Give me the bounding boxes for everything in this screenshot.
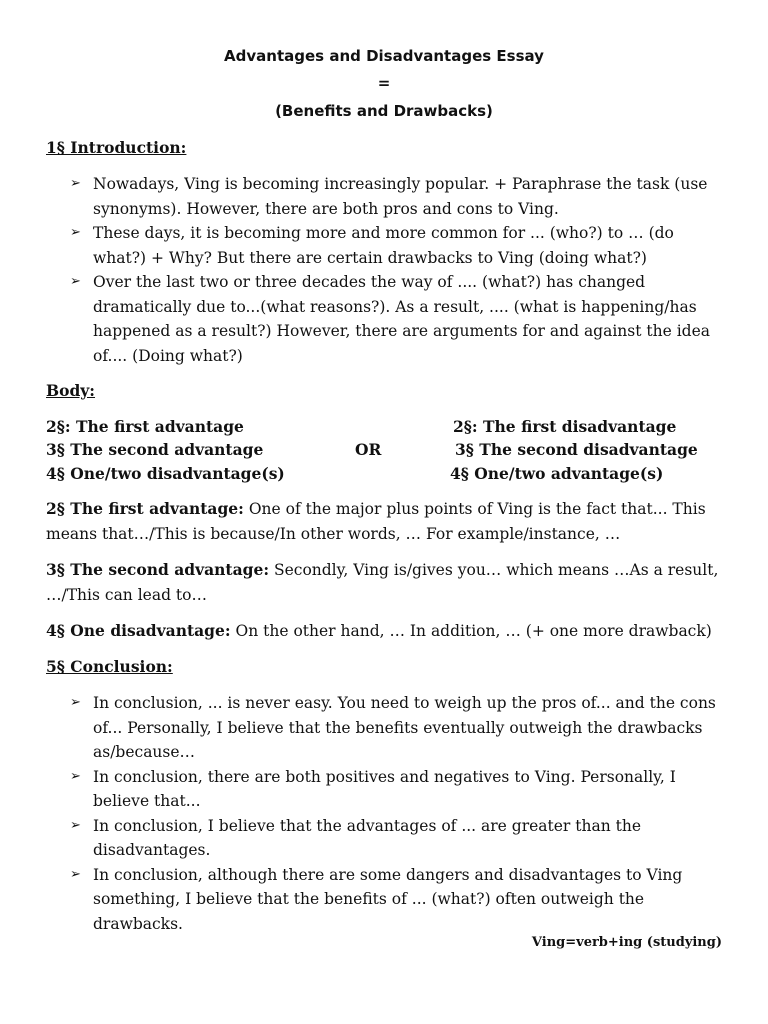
arrowhead-icon: ➢ (70, 274, 81, 289)
list-item: ➢ Nowadays, Ving is becoming increasingly popular. + Paraphrase the task (use synonyms). However, there are both pros and cons to Ving. (70, 172, 730, 221)
arrowhead-icon: ➢ (70, 817, 81, 833)
list-item: ➢ In conclusion, although there are some dangers and disadvantages to Ving something, I believe that the benefits of ... (what?) often outweigh the drawbacks. (70, 863, 730, 937)
arrowhead-icon: ➢ (70, 768, 81, 784)
or-label: OR (355, 440, 382, 459)
arrowhead-icon: ➢ (70, 695, 81, 710)
list-item: ➢ These days, it is becoming more and more common for ... (who?) to … (do what?) + Why? But there are certain drawbacks to Ving (doing what?) (70, 221, 730, 270)
arrowhead-icon: ➢ (70, 225, 81, 240)
footnote: Ving=verb+ing (studying) (531, 935, 722, 950)
body-left-item: 3§ The second advantage (46, 440, 264, 459)
paragraph-second-advantage: 3§ The second advantage: Secondly, Ving is/gives you… which means …As a result, …/This can lead to… (46, 560, 719, 604)
intro-heading: 1§ Introduction: (46, 138, 187, 157)
intro-list (70, 172, 730, 368)
list-item: ➢ In conclusion, ... is never easy. You need to weigh up the pros of... and the cons of... Personally, I believe that the benefits eventually outweigh the drawbacks as/because… (70, 691, 730, 765)
body-left-item: 4§ One/two disadvantage(s) (46, 464, 285, 483)
conclusion-heading: 5§ Conclusion: (46, 657, 173, 676)
arrowhead-icon: ➢ (70, 866, 81, 882)
body-right-item: 3§ The second disadvantage (455, 440, 698, 459)
list-item: ➢ In conclusion, I believe that the advantages of ... are greater than the disadvantages. (70, 814, 730, 863)
page-subtitle: (Benefits and Drawbacks) (275, 102, 493, 120)
body-right-item: 4§ One/two advantage(s) (450, 464, 664, 483)
list-item: ➢ Over the last two or three decades the way of .... (what?) has changed dramatically due to...(what reasons?). As a result, .... (what is happening/has happened as a result?) However, there are arguments for and against the idea of.... (Doing what?) (70, 270, 730, 368)
arrowhead-icon: ➢ (70, 176, 81, 191)
list-item: ➢ In conclusion, there are both positives and negatives to Ving. Personally, I believe that... (70, 765, 730, 814)
body-heading: Body: (46, 381, 96, 400)
conclusion-list (70, 691, 730, 936)
body-right-item: 2§: The first disadvantage (453, 417, 677, 436)
page-title: Advantages and Disadvantages Essay (224, 47, 544, 65)
paragraph-first-advantage: 2§ The first advantage: One of the major plus points of Ving is the fact that... This means that…/This is because/In other words, … For example/instance, … (46, 499, 706, 543)
paragraph-label: 2§ The first advantage: (46, 499, 244, 518)
title-equals: = (377, 74, 391, 92)
paragraph-label: 4§ One disadvantage: (46, 621, 231, 640)
paragraph-label: 3§ The second advantage: (46, 560, 270, 579)
body-left-item: 2§: The first advantage (46, 417, 244, 436)
paragraph-disadvantage: 4§ One disadvantage: On the other hand, … In addition, … (+ one more drawback) (46, 621, 712, 640)
